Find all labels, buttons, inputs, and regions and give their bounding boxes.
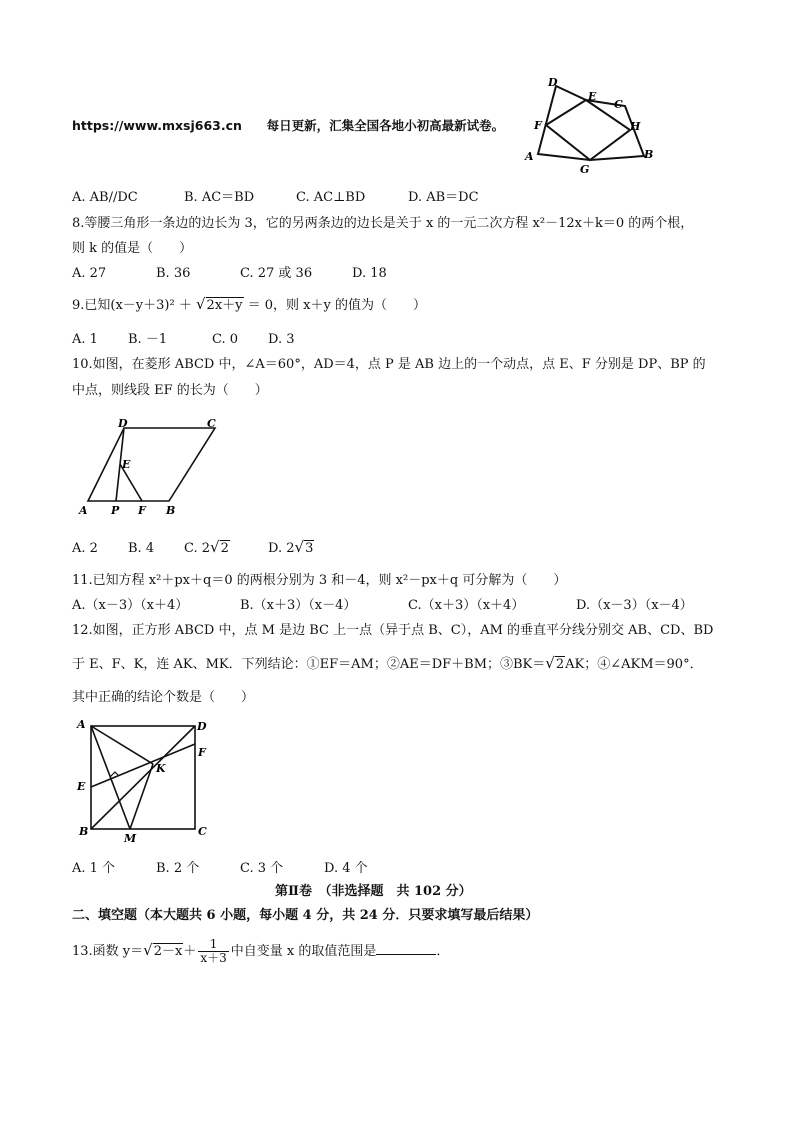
sqrt-icon: √: [294, 538, 305, 556]
q10-option-c-rad: 2: [220, 541, 229, 556]
fig12-segment-ak: [91, 726, 153, 764]
q12-option-c[interactable]: C. 3 个: [240, 861, 284, 876]
fig10-label-e: E: [122, 458, 131, 471]
fig12-label-d: D: [197, 720, 207, 733]
fig7-label-f: F: [534, 119, 542, 132]
q8-option-a[interactable]: A. 27: [72, 266, 107, 281]
q7-option-a[interactable]: A. AB//DC: [72, 190, 138, 205]
fig10-label-d: D: [118, 417, 128, 430]
q10-line1: 10.如图，在菱形 ABCD 中，∠A＝60°，AD＝4，点 P 是 AB 边上的一个动点，点 E、F 分别是 DP、BP 的: [72, 357, 706, 372]
fig12-label-c: C: [198, 825, 207, 838]
q13-denominator: x＋3: [200, 951, 227, 965]
site-header: [72, 116, 504, 134]
q8-line1: 8.等腰三角形一条边的边长为 3，它的另两条边的边长是关于 x 的一元二次方程 x²－12x＋k＝0 的两个根，: [72, 216, 694, 231]
fig10-label-f: F: [138, 504, 146, 517]
q9-option-d[interactable]: D. 3: [268, 332, 295, 347]
q10-option-c[interactable]: C. 2√2: [184, 538, 229, 556]
q10-option-b[interactable]: B. 4: [128, 541, 155, 556]
header-url[interactable]: https://www.mxsj663.cn: [72, 118, 242, 133]
q12-line2b: AK；④∠AKM＝90°．: [565, 657, 703, 672]
fig10-label-p: P: [111, 504, 120, 517]
q8-option-b[interactable]: B. 36: [156, 266, 191, 281]
q8-line2: 则 k 的值是（ ）: [72, 241, 193, 256]
q7-option-d[interactable]: D. AB＝DC: [408, 190, 479, 205]
fig12-label-m: M: [124, 832, 137, 844]
q7-options: [72, 190, 479, 206]
fig7-label-b: B: [644, 148, 654, 161]
fig12-segment-am: [91, 726, 130, 829]
q11-option-b[interactable]: B.（x＋3）（x－4）: [240, 598, 357, 613]
q12-option-d[interactable]: D. 4 个: [324, 861, 368, 876]
q10-option-a[interactable]: A. 2: [72, 541, 98, 556]
q8-option-d[interactable]: D. 18: [352, 266, 387, 281]
q9-stem: [72, 296, 426, 314]
sqrt-icon: √: [143, 941, 153, 959]
q12-option-a[interactable]: A. 1 个: [72, 861, 116, 876]
q13-suffix: 中自变量 x 的取值范围是: [230, 944, 377, 959]
q9-option-b[interactable]: B. －1: [128, 332, 168, 347]
q12-option-b[interactable]: B. 2 个: [156, 861, 200, 876]
fig12-label-k: K: [156, 762, 166, 775]
q9-option-a[interactable]: A. 1: [72, 332, 98, 347]
fig12-label-e: E: [77, 780, 86, 793]
fig7-label-g: G: [580, 163, 590, 176]
q11-option-a[interactable]: A.（x－3）（x＋4）: [72, 598, 189, 613]
fig12-label-b: B: [79, 825, 89, 838]
figure-q10: [74, 416, 224, 518]
q13-prefix: 13.函数 y＝: [72, 944, 144, 959]
fig12-label-f: F: [198, 746, 206, 759]
q13-answer-blank[interactable]: [376, 942, 436, 955]
section2-heading: 二、填空题（本大题共 6 小题，每小题 4 分，共 24 分．只要求填写最后结果）: [72, 908, 539, 923]
q12-line3: 其中正确的结论个数是（ ）: [72, 690, 255, 705]
fig7-label-a: A: [525, 150, 534, 163]
q8-options: [72, 266, 387, 282]
q10-option-d-rad: 3: [305, 541, 314, 556]
q10-line2: 中点，则线段 EF 的长为（ ）: [72, 383, 268, 398]
fig7-label-h: H: [630, 120, 641, 133]
q13-end: ．: [436, 944, 450, 959]
q11-option-c[interactable]: C.（x＋3）（x＋4）: [408, 598, 525, 613]
q13-radicand: 2－x: [153, 944, 183, 959]
fig7-label-d: D: [548, 76, 558, 89]
q9-suffix: ，则 x＋y 的值为（ ）: [273, 298, 426, 313]
q9-prefix: 9.已知: [72, 298, 111, 313]
q12-options: [72, 861, 368, 877]
q9-expr1: (x－y＋3)² ＋: [110, 298, 196, 313]
q9-option-c[interactable]: C. 0: [212, 332, 239, 347]
q13-stem: [72, 936, 449, 966]
fig10-rhombus: [88, 428, 215, 501]
fig10-label-c: C: [207, 417, 216, 430]
q9-expr2: ＝ 0: [243, 298, 274, 313]
q13-fraction: [198, 938, 228, 965]
sqrt-icon: √: [195, 295, 206, 313]
header-slogan: 每日更新，汇集全国各地小初高最新试卷。: [266, 118, 505, 133]
q11-option-d[interactable]: D.（x－3）（x－4）: [576, 598, 693, 613]
q10-options: [72, 539, 314, 557]
q7-option-c[interactable]: C. AC⊥BD: [296, 190, 366, 205]
q12-line1: 12.如图，正方形 ABCD 中，点 M 是边 BC 上一点（异于点 B、C），AM 的垂直平分线分别交 AB、CD、BD: [72, 623, 714, 638]
q11-options: [72, 598, 693, 614]
fig7-label-e: E: [588, 90, 597, 103]
q13-plus: ＋: [183, 944, 197, 959]
q12-line2-rad: 2: [555, 657, 565, 672]
q8-option-c[interactable]: C. 27 或 36: [240, 266, 313, 281]
figure-q7: [520, 72, 660, 177]
fig10-label-b: B: [166, 504, 176, 517]
fig12-diagonal-bd: [91, 726, 195, 829]
sqrt-icon: √: [545, 654, 555, 672]
fig7-label-c: C: [614, 98, 623, 111]
q10-option-d[interactable]: D. 2√3: [268, 538, 314, 556]
fig10-label-a: A: [79, 504, 88, 517]
fig12-segment-mk: [130, 764, 153, 829]
q9-options: [72, 332, 295, 348]
section2-title: 第Ⅱ卷 （非选择题 共 102 分）: [275, 884, 472, 899]
sqrt-icon: √: [210, 538, 220, 556]
q11-line1: 11.已知方程 x²＋px＋q＝0 的两根分别为 3 和－4，则 x²－px＋q 可分解为（ ）: [72, 573, 567, 588]
fig12-label-a: A: [77, 718, 86, 731]
q9-radicand: 2x＋y: [206, 298, 243, 313]
figure-q12: [74, 714, 224, 844]
q12-line2: [72, 655, 703, 673]
q10-option-d-coef: 2: [286, 541, 295, 556]
q10-option-c-coef: 2: [201, 541, 211, 556]
q7-option-b[interactable]: B. AC＝BD: [184, 190, 255, 205]
q12-line2a: 于 E、F、K，连 AK、MK．下列结论：①EF＝AM；②AE＝DF＋BM；③BK＝: [72, 657, 546, 672]
q13-numerator: 1: [198, 938, 228, 952]
